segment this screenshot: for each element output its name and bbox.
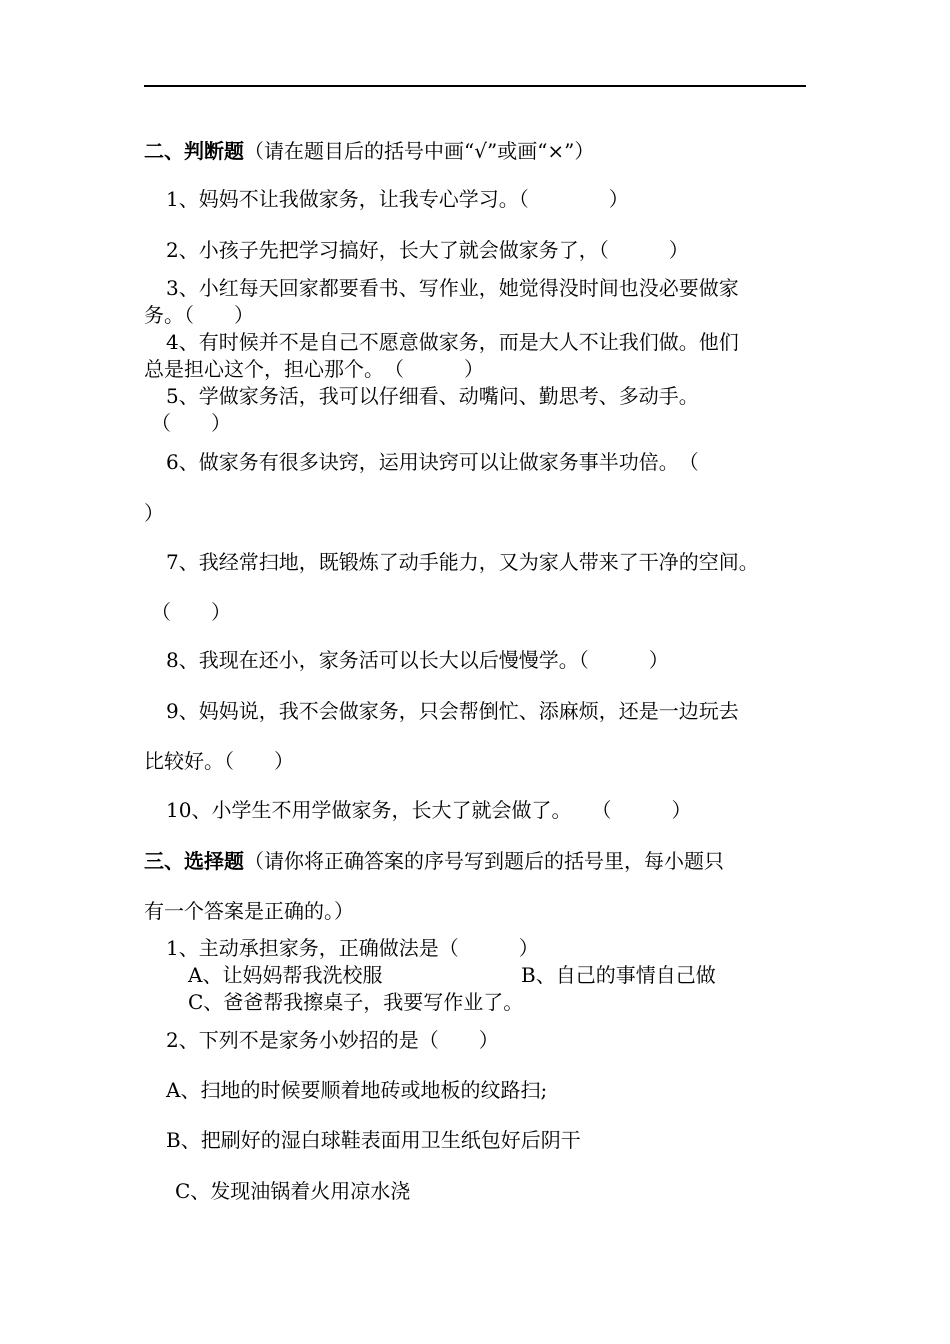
section3-title <box>144 848 724 874</box>
judgment-item-7: 7、我经常扫地，既锻炼了动手能力，又为家人带来了干净的空间。 <box>166 550 759 574</box>
choice-q1-option-b: B、自己的事情自己做 <box>521 963 716 987</box>
section3-instruction: （请你将正确答案的序号写到题后的括号里，每小题只 <box>244 849 724 873</box>
choice-q1-stem: 1、主动承担家务，正确做法是（ ） <box>166 936 539 960</box>
judgment-item-10: 10、小学生不用学做家务，长大了就会做了。 （ ） <box>166 798 692 822</box>
choice-q1-option-c: C、爸爸帮我擦桌子，我要写作业了。 <box>188 990 524 1014</box>
judgment-item-7-cont: （ ） <box>151 600 231 624</box>
choice-q2-stem: 2、下列不是家务小妙招的是（ ） <box>166 1028 499 1052</box>
judgment-item-4-cont: 总是担心这个，担心那个。 （ ） <box>144 357 484 381</box>
judgment-item-6: 6、做家务有很多诀窍，运用诀窍可以让做家务事半功倍。 （ <box>166 450 699 474</box>
section3-instruction-cont: 有一个答案是正确的。） <box>144 899 354 923</box>
choice-q1-option-a: A、让妈妈帮我洗校服 <box>188 963 383 987</box>
header-rule <box>144 85 806 87</box>
section2-heading: 二、判断题 <box>144 139 244 163</box>
judgment-item-4: 4、有时候并不是自己不愿意做家务，而是大人不让我们做。他们 <box>166 330 739 354</box>
section3-heading: 三、选择题 <box>144 849 244 873</box>
judgment-item-3-cont: 务。（ ） <box>144 303 254 327</box>
judgment-item-5: 5、学做家务活，我可以仔细看、动嘴问、勤思考、多动手。 <box>166 384 699 408</box>
judgment-item-6-cont: ） <box>144 501 164 525</box>
choice-q2-option-b: B、把刷好的湿白球鞋表面用卫生纸包好后阴干 <box>166 1128 581 1152</box>
section2-instruction: （请在题目后的括号中画“√”或画“×”） <box>244 139 595 163</box>
judgment-item-9-cont: 比较好。（ ） <box>144 749 294 773</box>
judgment-item-3: 3、小红每天回家都要看书、写作业，她觉得没时间也没必要做家 <box>166 276 739 300</box>
judgment-item-8: 8、我现在还小，家务活可以长大以后慢慢学。（ ） <box>166 648 669 672</box>
judgment-item-2: 2、小孩子先把学习搞好，长大了就会做家务了，（ ） <box>166 238 689 262</box>
section2-title <box>144 138 594 164</box>
choice-q2-option-c: C、发现油锅着火用凉水浇 <box>175 1179 411 1203</box>
judgment-item-1: 1、妈妈不让我做家务，让我专心学习。（ ） <box>166 187 629 211</box>
judgment-item-9: 9、妈妈说，我不会做家务，只会帮倒忙、添麻烦，还是一边玩去 <box>166 699 739 723</box>
choice-q2-option-a: A、扫地的时候要顺着地砖或地板的纹路扫; <box>166 1078 548 1102</box>
judgment-item-5-cont: （ ） <box>151 411 231 435</box>
